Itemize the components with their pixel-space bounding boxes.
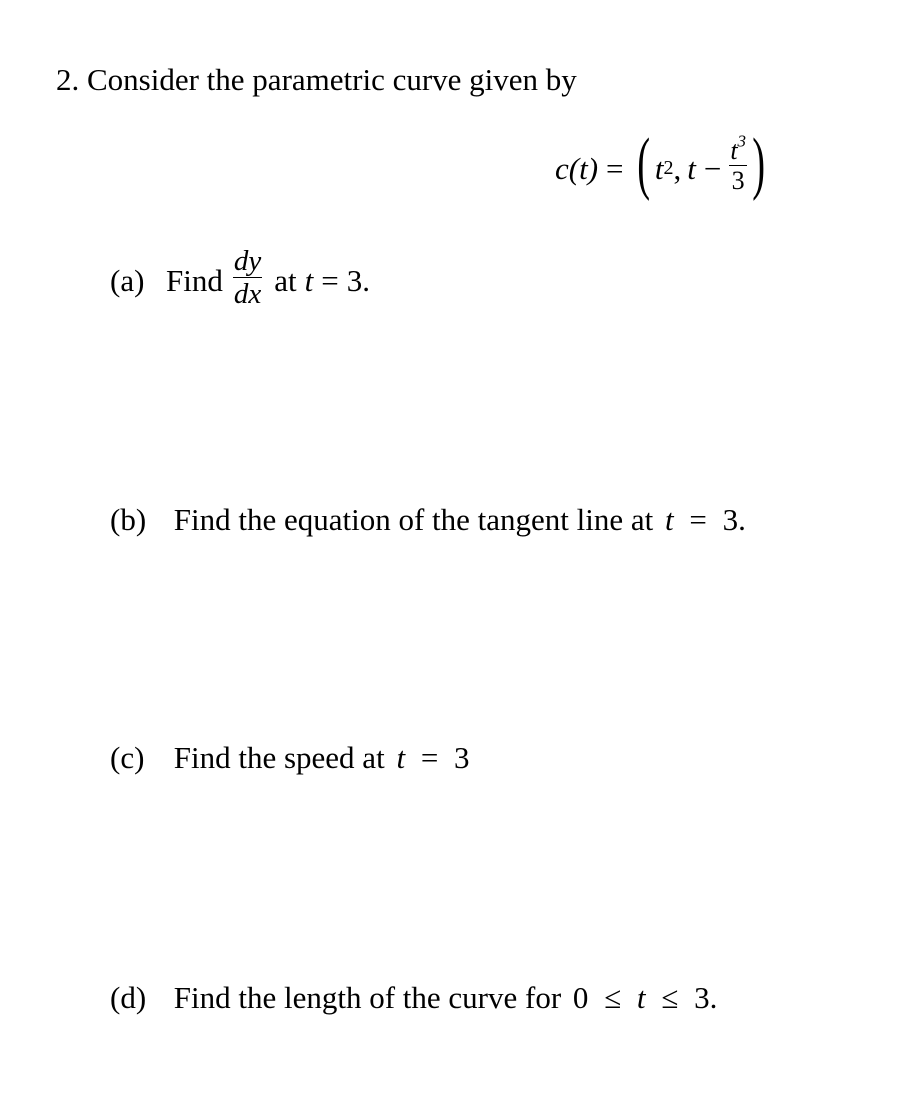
equation-lhs: c(t) <box>555 150 599 186</box>
part-a-text-after: at <box>274 262 297 298</box>
part-c <box>110 742 470 773</box>
part-c-text: Find the speed at <box>173 740 385 775</box>
part-b-equals: = <box>689 502 707 537</box>
component-comma: , <box>673 150 682 186</box>
part-b-var: t <box>665 502 674 537</box>
problem-number: 2. <box>56 62 80 97</box>
right-paren: ) <box>752 125 766 202</box>
fraction-numerator: $t^3$ <box>730 131 747 165</box>
part-a-text-before: Find <box>166 262 223 298</box>
problem-heading <box>56 64 577 95</box>
part-a-equals: = <box>321 262 339 298</box>
problem-intro: Consider the parametric curve given by <box>87 62 577 97</box>
part-c-var: t <box>396 740 406 775</box>
part-d-le-1: ≤ <box>604 980 622 1015</box>
left-paren: ( <box>636 125 650 202</box>
part-d-var: t <box>636 980 646 1015</box>
part-a-var: t <box>304 262 314 298</box>
derivative-numerator: dy <box>233 245 262 277</box>
equation-equals: = <box>606 150 624 186</box>
part-c-label: (c) <box>110 740 145 775</box>
derivative-fraction <box>233 247 262 309</box>
y-component-minus: − <box>703 150 722 186</box>
part-b-text: Find the equation of the tangent line at <box>173 502 654 537</box>
part-d-upper: 3. <box>694 980 718 1015</box>
part-d-label: (d) <box>110 980 147 1015</box>
part-c-value: 3 <box>454 740 470 775</box>
part-d-text: Find the length of the curve for <box>173 980 562 1015</box>
part-c-equals: = <box>420 740 439 775</box>
part-d <box>110 982 717 1013</box>
part-d-le-2: ≤ <box>661 980 679 1015</box>
part-a-value: 3. <box>346 262 370 298</box>
part-b-label: (b) <box>110 502 147 537</box>
part-a <box>110 245 370 310</box>
part-b <box>110 504 746 535</box>
curve-equation: c(t) = ( t 2 , t − $\frac{t^3}{3}$ ) <box>555 125 766 202</box>
fraction-denominator: 3 <box>731 166 745 195</box>
x-component-base: t <box>654 150 664 186</box>
part-b-value: 3. <box>722 502 746 537</box>
derivative-denominator: dx <box>233 278 262 310</box>
part-a-label: (a) <box>110 262 145 298</box>
y-component-term: t <box>687 150 696 186</box>
part-d-lower: 0 <box>572 980 589 1015</box>
y-component-fraction <box>729 131 747 195</box>
